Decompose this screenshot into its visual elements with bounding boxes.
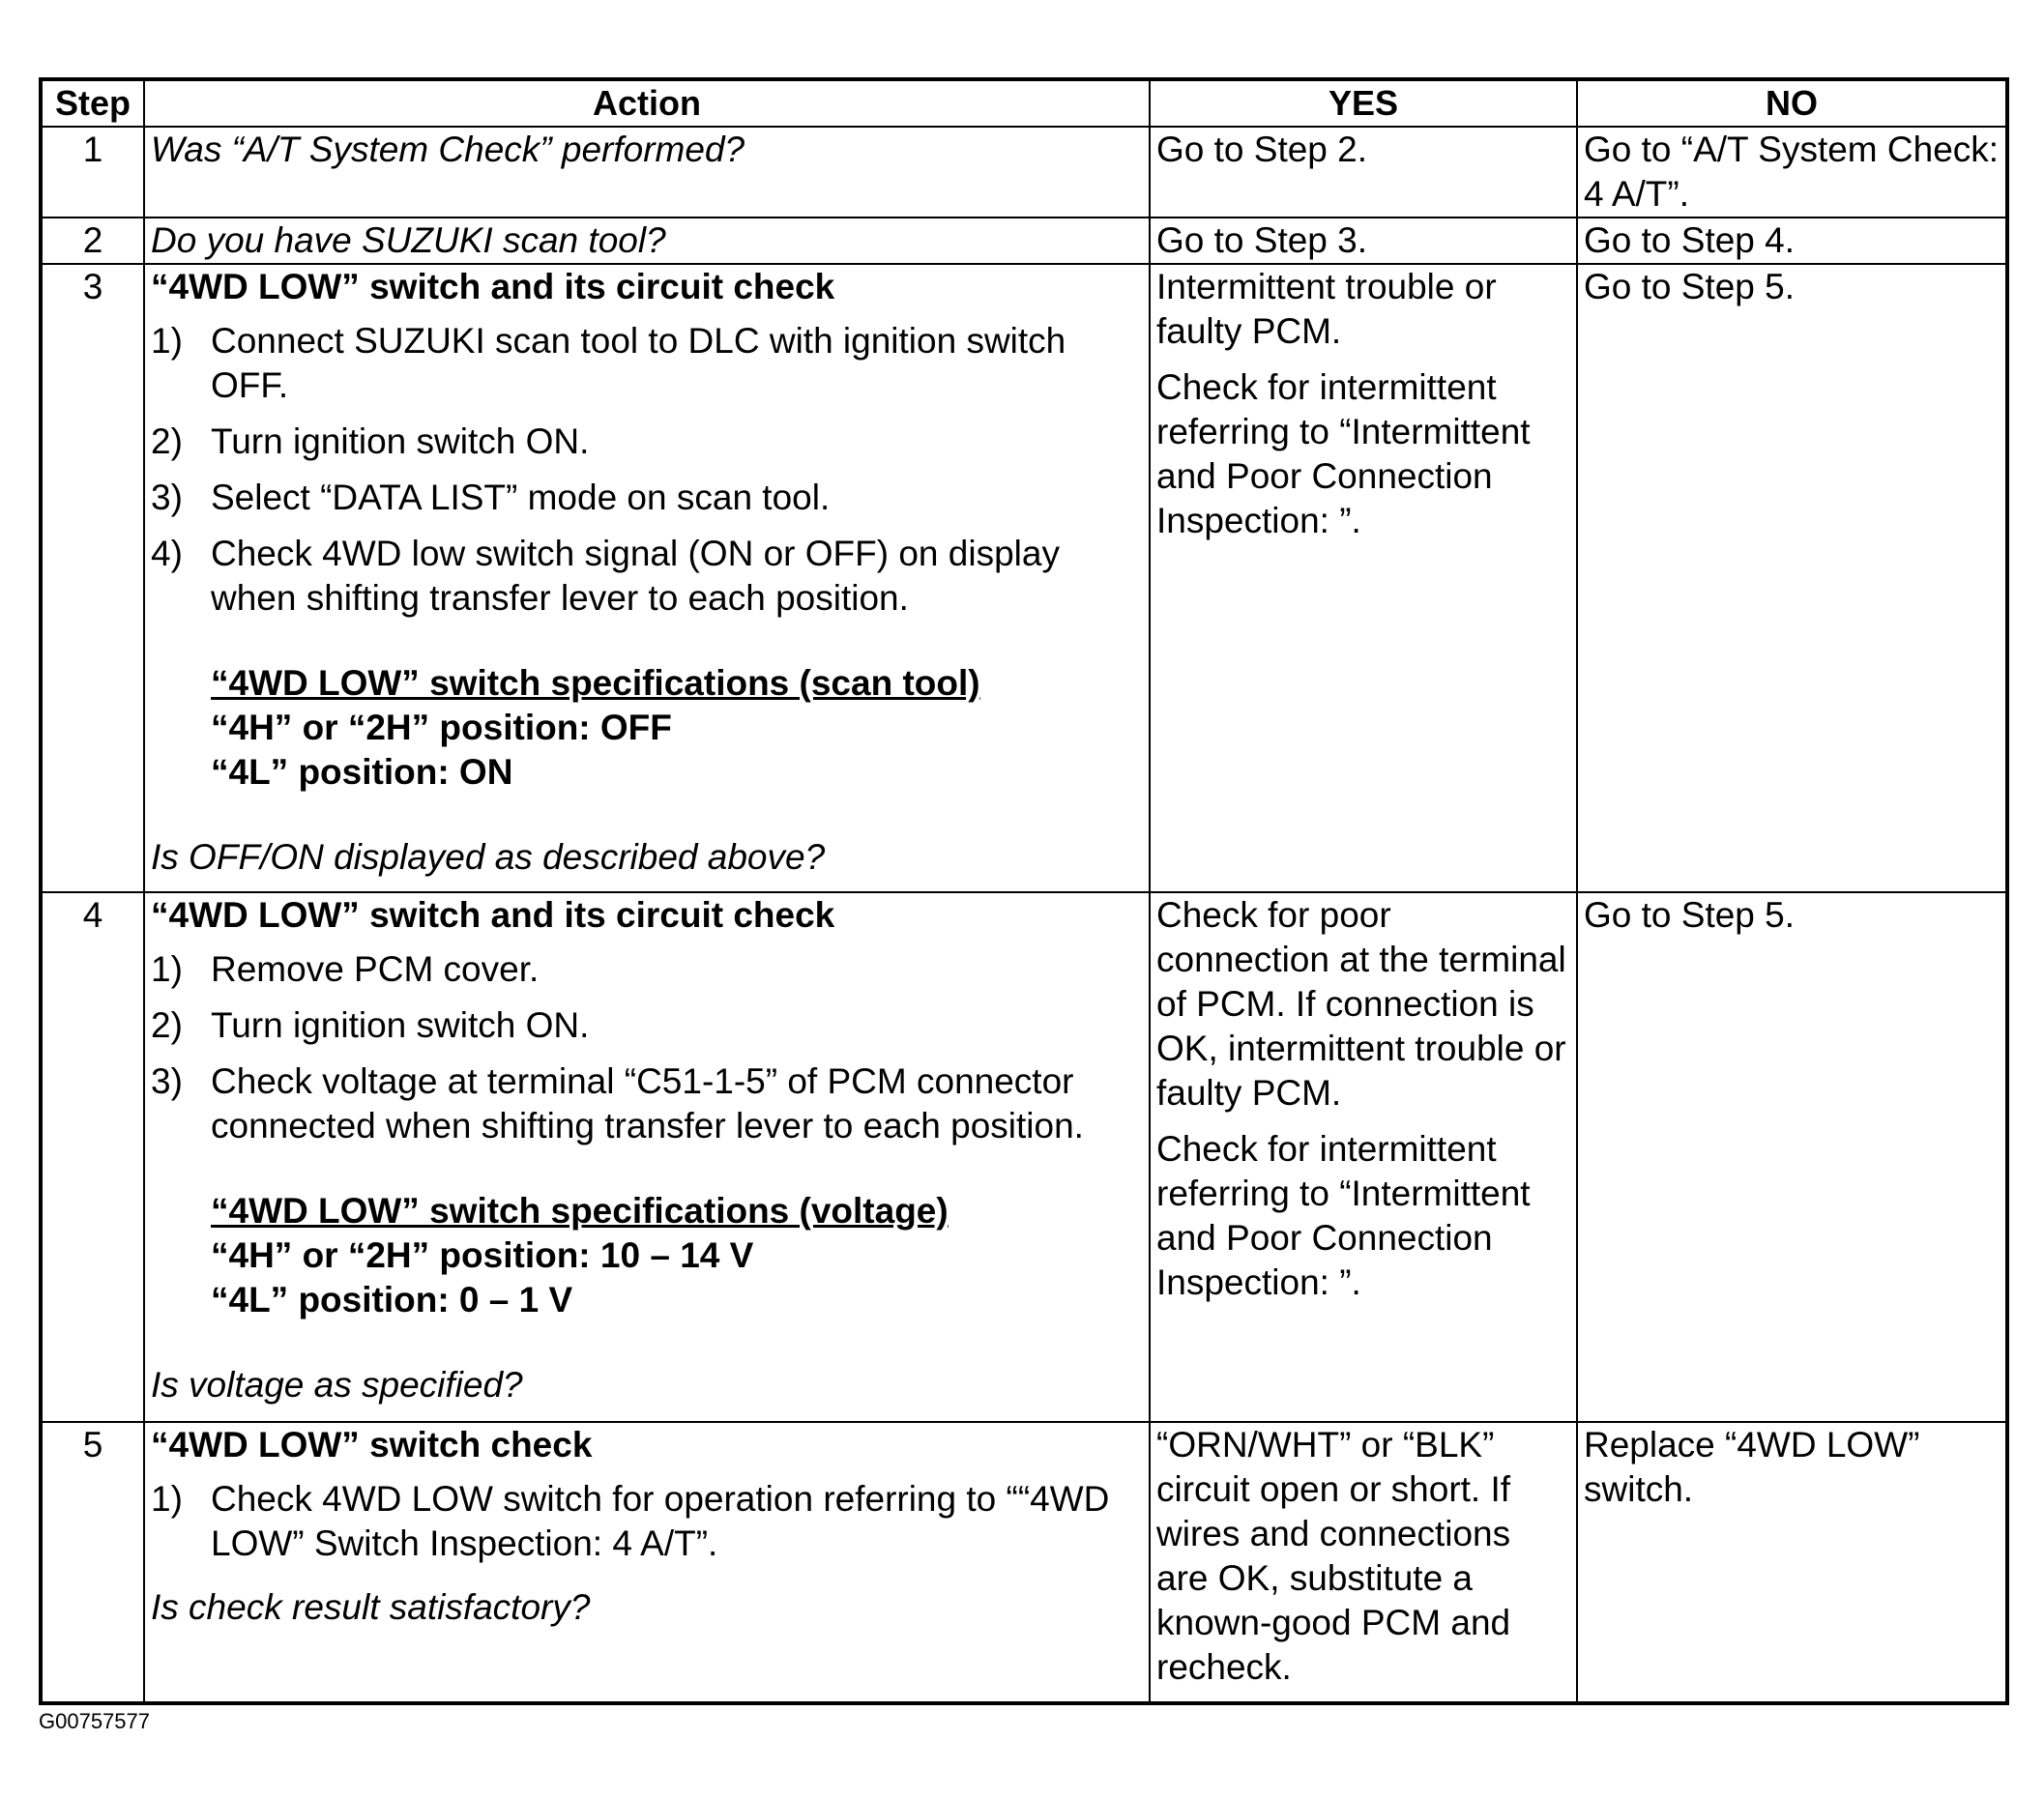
yes-text: Go to Step 3. xyxy=(1156,220,1368,260)
action-question: Do you have SUZUKI scan tool? xyxy=(151,220,666,260)
substep-number: 2) xyxy=(151,1005,183,1045)
substep-text: Remove PCM cover. xyxy=(211,949,540,989)
substep-number: 3) xyxy=(151,478,183,517)
substep-text: Select “DATA LIST” mode on scan tool. xyxy=(211,478,831,517)
yes-cell xyxy=(1150,218,1577,264)
yes-text: Check for intermittent referring to “Intermittent and Poor Connection Inspection: ”. xyxy=(1156,367,1531,540)
step-number: 4 xyxy=(41,892,144,1422)
substep-text: Check 4WD LOW switch for operation referring to ““4WD LOW” Switch Inspection: 4 A/T”. xyxy=(211,1479,1110,1563)
substep-text: Connect SUZUKI scan tool to DLC with ignition switch OFF. xyxy=(211,321,1066,405)
action-cell xyxy=(144,218,1150,264)
yes-text: Check for poor connection at the terminal of PCM. If connection is OK, intermittent trouble or faulty PCM. xyxy=(1156,895,1566,1113)
list-item xyxy=(151,947,1143,992)
list-item xyxy=(151,1059,1143,1148)
substep-list xyxy=(151,947,1143,1148)
spec-line: “4H” or “2H” position: OFF xyxy=(211,708,672,747)
header-step: Step xyxy=(41,79,144,127)
substep-list xyxy=(151,319,1143,621)
figure-code: G00757577 xyxy=(39,1709,150,1733)
no-text: Replace “4WD LOW” switch. xyxy=(1584,1425,1920,1509)
substep-number: 3) xyxy=(151,1061,183,1101)
action-title: “4WD LOW” switch check xyxy=(151,1425,593,1464)
list-item xyxy=(151,532,1143,621)
substep-text: Check 4WD low switch signal (ON or OFF) on display when shifting transfer lever to each position. xyxy=(211,534,1060,618)
yes-text: Intermittent trouble or faulty PCM. xyxy=(1156,267,1497,351)
yes-text: “ORN/WHT” or “BLK” circuit open or short. If wires and connections are OK, substitute a known-good PCM and recheck. xyxy=(1156,1425,1511,1687)
yes-cell xyxy=(1150,1422,1577,1703)
header-action: Action xyxy=(144,79,1150,127)
action-question: Was “A/T System Check” performed? xyxy=(151,130,745,169)
table-row xyxy=(41,264,2007,892)
substep-text: Turn ignition switch ON. xyxy=(211,421,590,461)
diagnostic-table xyxy=(39,77,2009,1705)
action-cell xyxy=(144,892,1150,1422)
spec-line: “4L” position: 0 – 1 V xyxy=(211,1280,573,1320)
list-item xyxy=(151,1477,1143,1566)
yes-cell xyxy=(1150,892,1577,1422)
list-item xyxy=(151,476,1143,520)
substep-text: Turn ignition switch ON. xyxy=(211,1005,590,1045)
header-yes: YES xyxy=(1150,79,1577,127)
yes-cell xyxy=(1150,127,1577,218)
yes-cell xyxy=(1150,264,1577,892)
substep-number: 1) xyxy=(151,1479,183,1519)
action-cell xyxy=(144,127,1150,218)
header-no: NO xyxy=(1577,79,2007,127)
no-cell xyxy=(1577,892,2007,1422)
action-question: Is OFF/ON displayed as described above? xyxy=(151,837,826,877)
no-cell xyxy=(1577,1422,2007,1703)
table-row xyxy=(41,218,2007,264)
substep-number: 1) xyxy=(151,321,183,361)
spec-block xyxy=(211,661,1143,795)
no-cell xyxy=(1577,127,2007,218)
spec-block xyxy=(211,1189,1143,1322)
step-number: 2 xyxy=(41,218,144,264)
yes-text: Go to Step 2. xyxy=(1156,130,1368,169)
action-title: “4WD LOW” switch and its circuit check xyxy=(151,267,835,306)
list-item xyxy=(151,420,1143,464)
step-number: 1 xyxy=(41,127,144,218)
no-text: Go to “A/T System Check: 4 A/T”. xyxy=(1584,130,2000,214)
header-row xyxy=(41,79,2007,127)
no-text: Go to Step 5. xyxy=(1584,267,1796,306)
table-row xyxy=(41,127,2007,218)
step-number: 3 xyxy=(41,264,144,892)
substep-number: 4) xyxy=(151,534,183,573)
action-question: Is check result satisfactory? xyxy=(151,1587,591,1627)
no-text: Go to Step 4. xyxy=(1584,220,1796,260)
action-cell xyxy=(144,264,1150,892)
step-number: 5 xyxy=(41,1422,144,1703)
table-row xyxy=(41,1422,2007,1703)
no-cell xyxy=(1577,264,2007,892)
substep-number: 1) xyxy=(151,949,183,989)
action-title: “4WD LOW” switch and its circuit check xyxy=(151,895,835,935)
substep-list xyxy=(151,1477,1143,1566)
no-cell xyxy=(1577,218,2007,264)
list-item xyxy=(151,1003,1143,1048)
action-cell xyxy=(144,1422,1150,1703)
spec-heading: “4WD LOW” switch specifications (voltage) xyxy=(211,1191,949,1231)
spec-heading: “4WD LOW” switch specifications (scan tool) xyxy=(211,663,980,703)
spec-line: “4L” position: ON xyxy=(211,752,513,792)
list-item xyxy=(151,319,1143,408)
yes-text: Check for intermittent referring to “Intermittent and Poor Connection Inspection: ”. xyxy=(1156,1129,1531,1302)
table-row xyxy=(41,892,2007,1422)
substep-text: Check voltage at terminal “C51-1-5” of PCM connector connected when shifting transfer lever to each position. xyxy=(211,1061,1084,1146)
no-text: Go to Step 5. xyxy=(1584,895,1796,935)
action-question: Is voltage as specified? xyxy=(151,1365,523,1405)
substep-number: 2) xyxy=(151,421,183,461)
spec-line: “4H” or “2H” position: 10 – 14 V xyxy=(211,1235,754,1275)
